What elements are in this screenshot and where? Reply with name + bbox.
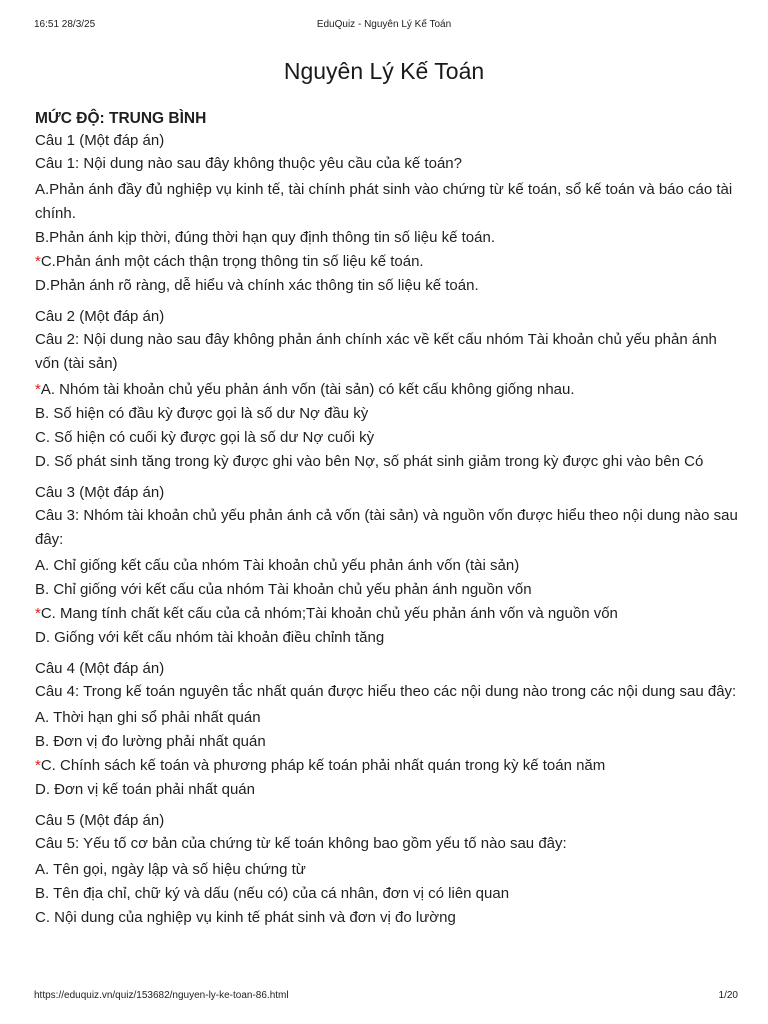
answer-option: [35, 450, 739, 474]
answer-text: A. Chỉ giống kết cấu của nhóm Tài khoản chủ yếu phản ánh vốn (tài sản): [35, 557, 520, 574]
answer-text: C. Số hiện có cuối kỳ được gọi là số dư Nợ cuối kỳ: [35, 429, 375, 446]
answer-text: D. Số phát sinh tăng trong kỳ được ghi vào bên Nợ, số phát sinh giảm trong kỳ được ghi vào bên Có: [35, 453, 704, 470]
answer-text: B.Phản ánh kịp thời, đúng thời hạn quy định thông tin số liệu kế toán.: [35, 229, 495, 246]
answer-text: D. Đơn vị kế toán phải nhất quán: [35, 781, 255, 798]
question-block: [35, 482, 739, 650]
print-doc-title: EduQuiz - Nguyên Lý Kế Toán: [316, 19, 452, 30]
answer-option: [35, 426, 739, 450]
correct-answer-marker: *: [35, 605, 41, 622]
answer-text: B. Đơn vị đo lường phải nhất quán: [35, 733, 266, 750]
print-url: https://eduquiz.vn/quiz/153682/nguyen-ly-ke-toan-86.html: [34, 990, 289, 1001]
print-datetime: 16:51 28/3/25: [34, 19, 96, 30]
question-heading: Câu 5 (Một đáp án): [35, 812, 165, 829]
question-list: [35, 130, 739, 930]
page-number: 1/20: [718, 990, 738, 1001]
answer-option: [35, 730, 739, 754]
answer-option: [35, 274, 739, 298]
question-text: Câu 4: Trong kế toán nguyên tắc nhất quán được hiểu theo các nội dung nào trong các nội dung sau đây:: [35, 683, 737, 700]
answer-option: [35, 378, 739, 402]
question-text: Câu 1: Nội dung nào sau đây không thuộc yêu cầu của kế toán?: [35, 155, 462, 172]
question-block: [35, 306, 739, 474]
answer-text: D.Phản ánh rõ ràng, dễ hiểu và chính xác thông tin số liệu kế toán.: [35, 277, 479, 294]
correct-answer-marker: *: [35, 253, 41, 270]
difficulty-level: MỨC ĐỘ: TRUNG BÌNH: [35, 110, 207, 127]
answer-text: C. Nội dung của nghiệp vụ kinh tế phát sinh và đơn vị đo lường: [35, 909, 456, 926]
answer-option: [35, 778, 739, 802]
question-text: Câu 2: Nội dung nào sau đây không phản ánh chính xác về kết cấu nhóm Tài khoản chủ yếu phản ánh vốn (tài sản): [35, 331, 717, 372]
answer-option: [35, 554, 739, 578]
answer-option: [35, 250, 739, 274]
answer-text: A. Thời hạn ghi sổ phải nhất quán: [35, 709, 261, 726]
answer-option: [35, 578, 739, 602]
question-block: [35, 810, 739, 930]
question-text: Câu 5: Yếu tố cơ bản của chứng từ kế toán không bao gồm yếu tố nào sau đây:: [35, 835, 567, 852]
question-block: [35, 658, 739, 802]
answer-text: C.Phản ánh một cách thận trọng thông tin số liệu kế toán.: [40, 253, 424, 270]
answer-option: [35, 626, 739, 650]
answer-option: [35, 754, 739, 778]
answer-option: [35, 226, 739, 250]
answer-option: [35, 882, 739, 906]
answer-option: [35, 906, 739, 930]
question-heading: Câu 4 (Một đáp án): [35, 660, 165, 677]
answer-option: [35, 858, 739, 882]
answer-option: [35, 602, 739, 626]
answer-text: B. Tên địa chỉ, chữ ký và dấu (nếu có) của cá nhân, đơn vị có liên quan: [35, 885, 510, 902]
answer-text: B. Chỉ giống với kết cấu của nhóm Tài khoản chủ yếu phản ánh nguồn vốn: [35, 581, 532, 598]
answer-option: [35, 178, 739, 226]
print-header: [0, 0, 768, 40]
question-heading: Câu 1 (Một đáp án): [35, 132, 165, 149]
answer-text: A. Tên gọi, ngày lập và số hiệu chứng từ: [35, 861, 306, 878]
answer-text: C. Chính sách kế toán và phương pháp kế toán phải nhất quán trong kỳ kế toán năm: [40, 757, 606, 774]
answer-text: B. Số hiện có đầu kỳ được gọi là số dư Nợ đầu kỳ: [35, 405, 369, 422]
quiz-content: [35, 108, 739, 938]
answer-text: A.Phản ánh đầy đủ nghiệp vụ kinh tế, tài chính phát sinh vào chứng từ kế toán, sổ kế toán và báo cáo tài chính.: [35, 181, 733, 222]
answer-text: A. Nhóm tài khoản chủ yếu phản ánh vốn (tài sản) có kết cấu không giống nhau.: [40, 381, 575, 398]
question-heading: Câu 3 (Một đáp án): [35, 484, 165, 501]
answer-text: C. Mang tính chất kết cấu của cả nhóm;Tài khoản chủ yếu phản ánh vốn và nguồn vốn: [40, 605, 618, 622]
question-block: [35, 130, 739, 298]
answer-text: D. Giống với kết cấu nhóm tài khoản điều chỉnh tăng: [35, 629, 385, 646]
answer-option: [35, 402, 739, 426]
question-text: Câu 3: Nhóm tài khoản chủ yếu phản ánh cả vốn (tài sản) và nguồn vốn được hiểu theo nội dung nào sau đây:: [35, 507, 738, 548]
correct-answer-marker: *: [35, 757, 41, 774]
question-heading: Câu 2 (Một đáp án): [35, 308, 165, 325]
page-title: Nguyên Lý Kế Toán: [283, 58, 485, 84]
correct-answer-marker: *: [35, 381, 41, 398]
answer-option: [35, 706, 739, 730]
